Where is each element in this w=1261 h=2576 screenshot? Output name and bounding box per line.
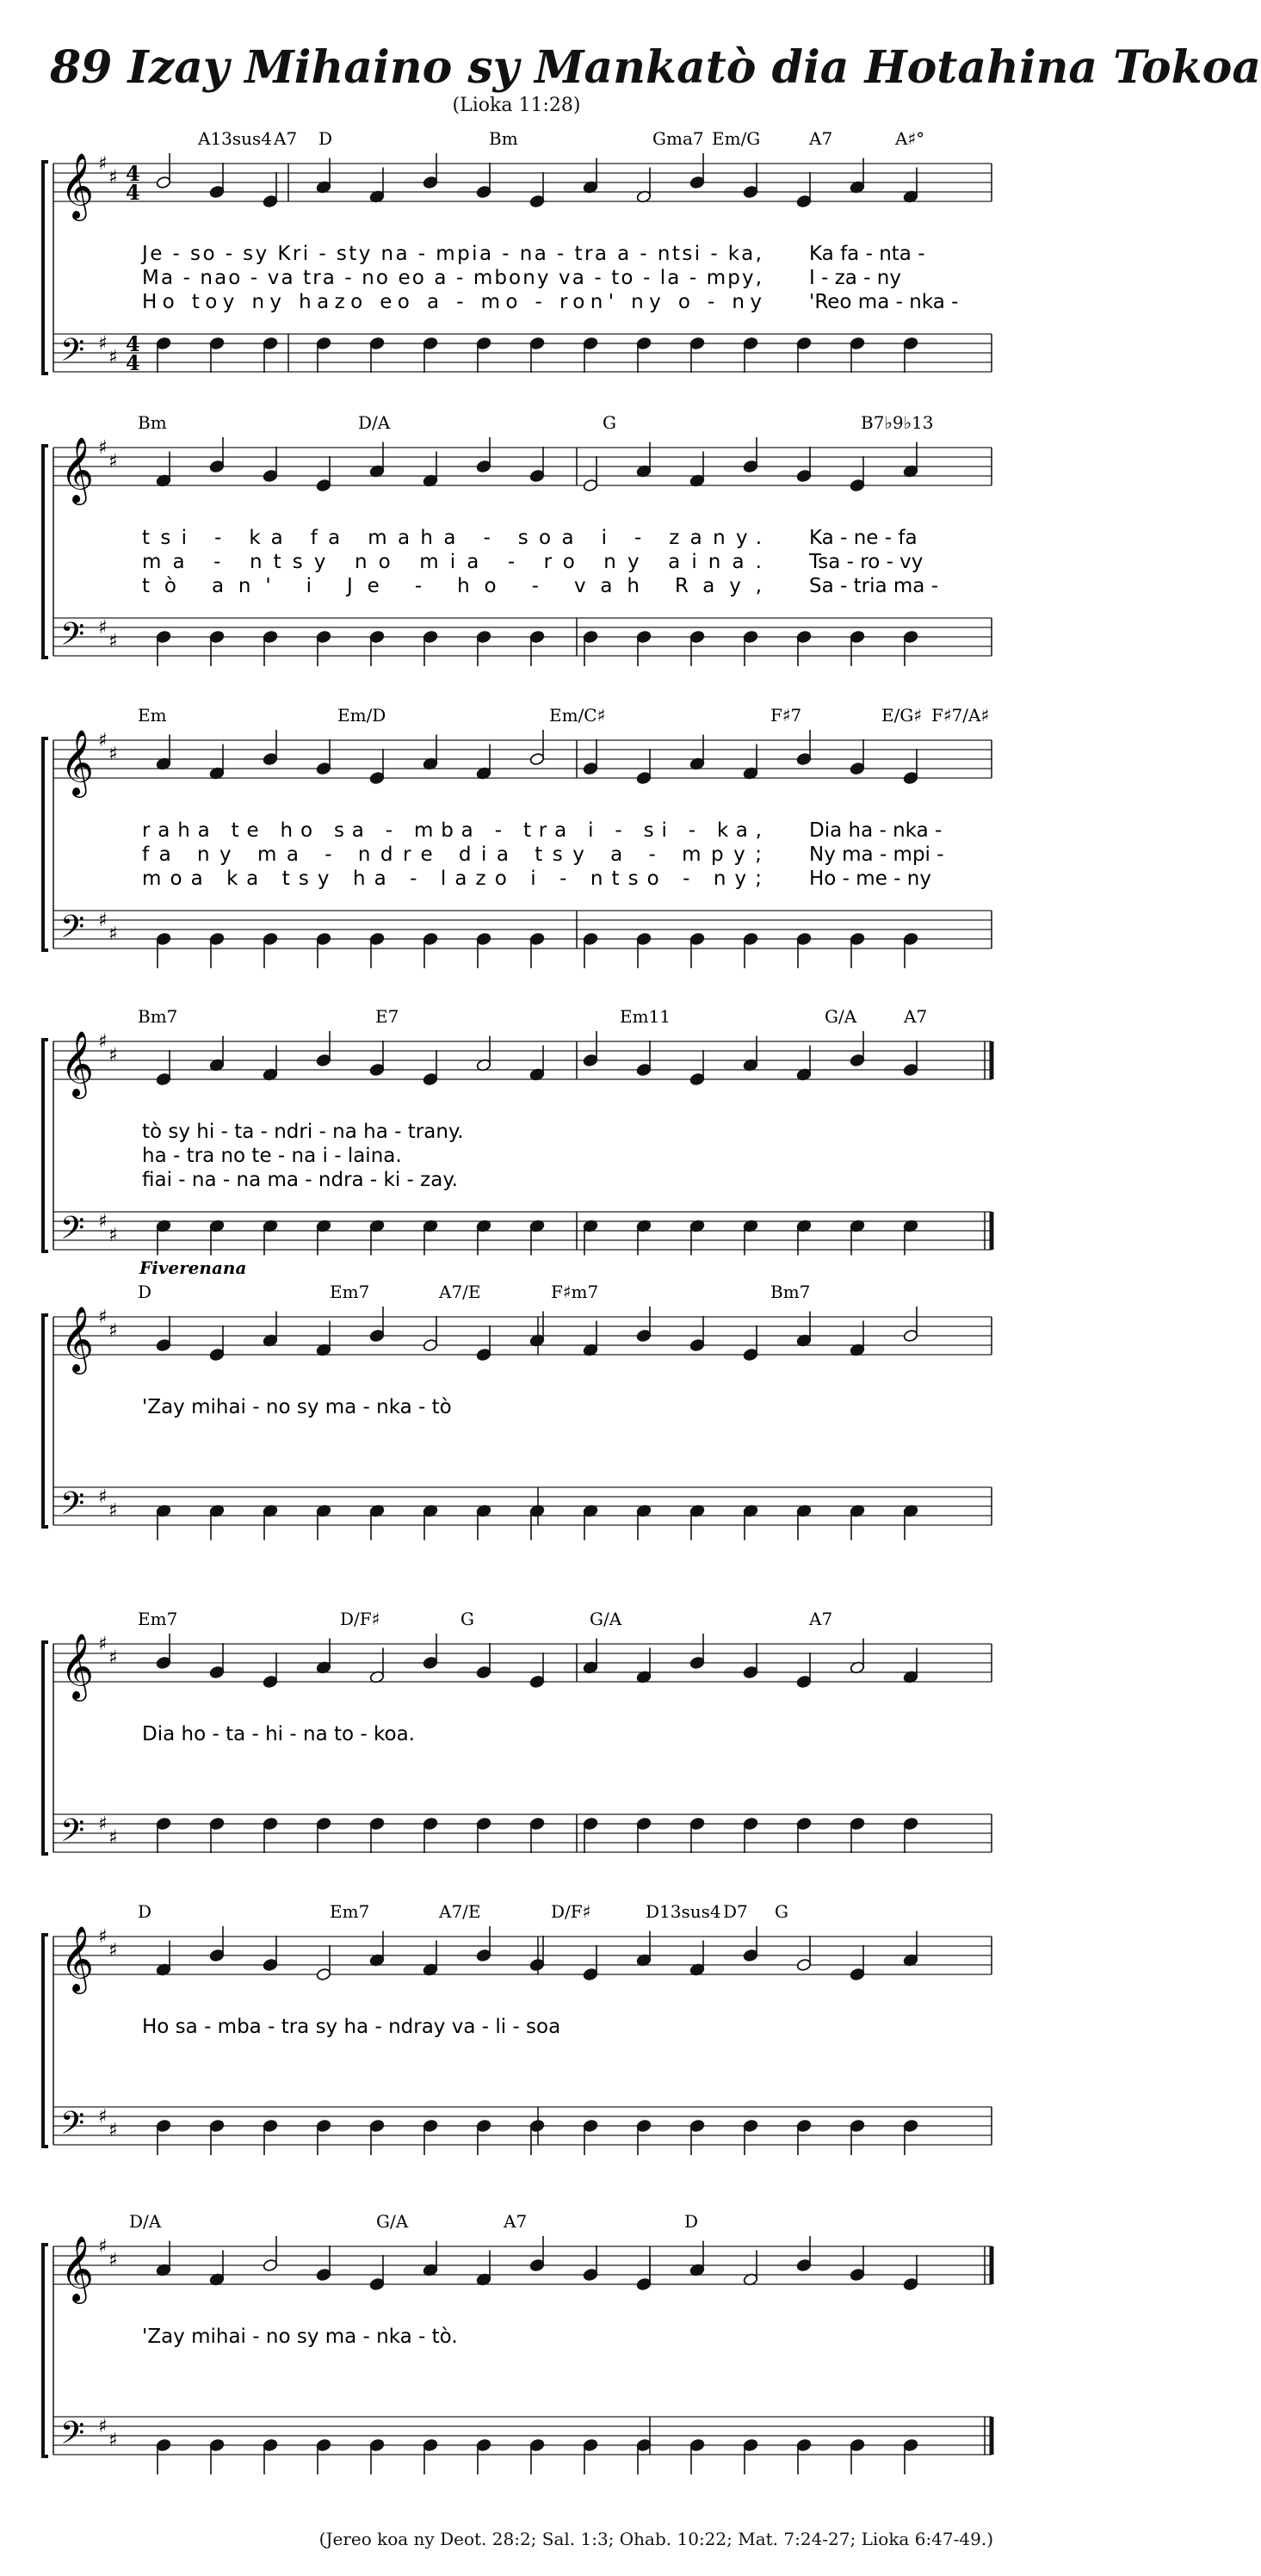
lyric-line: fiai - na - na ma - ndra - ki - zay. bbox=[142, 1169, 458, 1191]
lyric-line: tsi - ka fa maha - soa i - zany. bbox=[142, 527, 763, 549]
lyric-line: Je - so - sy Kri - sty na - mpia - na - tra a - ntsi - ka, bbox=[142, 243, 762, 265]
chord-symbol: G/A bbox=[825, 1006, 857, 1027]
chord-symbol: E/G♯ bbox=[881, 705, 922, 726]
lyric-line: fa ny ma - ndre dia tsy a - mpy; bbox=[142, 843, 762, 866]
sharp-icon: ♯ bbox=[98, 1486, 108, 1508]
treble-clef-icon: 𝄞 bbox=[60, 152, 95, 219]
song-name: Izay Mihaino sy Mankatò dia Hotahina Tokoa bbox=[127, 41, 1261, 94]
system-bracket bbox=[43, 446, 48, 658]
chord-symbol: Bm7 bbox=[138, 1006, 178, 1027]
chord-symbol: Em7 bbox=[138, 1609, 178, 1629]
chord-symbol: Em/C♯ bbox=[549, 705, 606, 726]
chord-symbol: F♯7/A♯ bbox=[931, 705, 990, 726]
lyric-line: 'Zay mihai - no sy ma - nka - tò bbox=[142, 1396, 452, 1418]
sharp-icon: ♯ bbox=[98, 1211, 108, 1232]
treble-clef-icon: 𝄞 bbox=[60, 729, 95, 795]
sharp-icon: ♯ bbox=[98, 437, 108, 459]
sharp-icon: ♯ bbox=[98, 333, 108, 355]
chord-symbol: F♯7 bbox=[770, 705, 802, 726]
sharp-icon: ♯ bbox=[98, 910, 108, 931]
bass-clef-icon: 𝄢 bbox=[60, 2415, 85, 2459]
chord-symbol: Bm bbox=[138, 412, 167, 433]
system-bracket bbox=[43, 1040, 48, 1251]
chord-symbol: G bbox=[775, 1901, 788, 1922]
lyric-line: Ho toy ny hazo eo a - mo - ron' ny o - ny bbox=[142, 291, 763, 313]
lyric-line: Ma - nao - va tra - no eo a - mbony va - to - la - mpy, bbox=[142, 267, 763, 289]
sharp-icon: ♯ bbox=[98, 2106, 108, 2128]
sharp-icon: ♯ bbox=[98, 1307, 108, 1328]
chord-symbol: A7 bbox=[274, 128, 298, 149]
lyric-pickup: Dia ha - nka - bbox=[809, 819, 943, 842]
time-signature: 4 bbox=[126, 161, 140, 186]
chord-symbol: G bbox=[603, 412, 616, 433]
treble-clef-icon: 𝄞 bbox=[60, 1306, 95, 1372]
chord-symbol: G/A bbox=[590, 1609, 622, 1629]
bass-clef-icon: 𝄢 bbox=[60, 1813, 85, 1856]
sharp-icon: ♯ bbox=[98, 730, 108, 751]
chord-symbol: A7/E bbox=[439, 1282, 481, 1302]
song-number: 89 bbox=[50, 41, 113, 94]
sharp-icon: ♯ bbox=[108, 2120, 118, 2141]
chord-symbol: A7 bbox=[809, 1609, 833, 1629]
lyric-line: raha te ho sa - mba - tra i - si - ka, bbox=[142, 819, 762, 842]
lyric-pickup: Ho - me - ny bbox=[809, 868, 931, 890]
chord-symbol: A13sus4 bbox=[198, 128, 273, 149]
chord-symbol: D13sus4 bbox=[646, 1901, 721, 1922]
chord-symbol: F♯m7 bbox=[551, 1282, 599, 1302]
sharp-icon: ♯ bbox=[108, 631, 118, 652]
bass-clef-icon: 𝄢 bbox=[60, 616, 85, 660]
chord-symbol: D7 bbox=[723, 1901, 748, 1922]
treble-clef-icon: 𝄞 bbox=[60, 2235, 95, 2301]
chord-symbol: D/F♯ bbox=[340, 1609, 380, 1629]
chord-symbol: Em/G bbox=[712, 128, 761, 149]
lyric-pickup: Sa - tria ma - bbox=[809, 575, 938, 597]
lyric-line: Dia ho - ta - hi - na to - koa. bbox=[142, 1723, 415, 1745]
chord-symbol: D/F♯ bbox=[551, 1901, 591, 1922]
sharp-icon: ♯ bbox=[108, 451, 118, 473]
sharp-icon: ♯ bbox=[108, 924, 118, 945]
chord-symbol: Em7 bbox=[330, 1901, 370, 1922]
sharp-icon: ♯ bbox=[108, 2250, 118, 2271]
sharp-icon: ♯ bbox=[98, 2236, 108, 2258]
chord-symbol: D/A bbox=[129, 2211, 162, 2232]
sharp-icon: ♯ bbox=[108, 347, 118, 368]
chord-symbol: Bm7 bbox=[770, 1282, 811, 1302]
chord-symbol: D/A bbox=[358, 412, 391, 433]
sharp-icon: ♯ bbox=[108, 167, 118, 188]
lyric-pickup: Ka - ne - fa bbox=[809, 527, 918, 549]
treble-clef-icon: 𝄞 bbox=[60, 1633, 95, 1699]
lyric-line: ma - ntsy no mia - ro ny aina. bbox=[142, 551, 762, 573]
sharp-icon: ♯ bbox=[98, 1634, 108, 1655]
time-signature: 4 bbox=[126, 180, 140, 205]
lyric-pickup: Ny ma - mpi - bbox=[809, 843, 944, 866]
lyric-pickup: Ka fa - nta - bbox=[809, 243, 925, 265]
system-bracket bbox=[43, 1315, 48, 1527]
sharp-icon: ♯ bbox=[108, 1827, 118, 1849]
sharp-icon: ♯ bbox=[108, 1940, 118, 1961]
chord-symbol: D bbox=[138, 1282, 152, 1302]
chord-symbol: A7 bbox=[809, 128, 833, 149]
chord-symbol: A7 bbox=[504, 2211, 528, 2232]
lyric-pickup: I - za - ny bbox=[809, 267, 901, 289]
lyric-line: tò an' i Je - ho - vah Ray, bbox=[142, 575, 763, 597]
chord-symbol: B7♭9♭13 bbox=[861, 412, 934, 433]
sharp-icon: ♯ bbox=[98, 1926, 108, 1948]
system-bracket bbox=[43, 738, 48, 950]
sharp-icon: ♯ bbox=[108, 1647, 118, 1669]
lyric-pickup: 'Reo ma - nka - bbox=[809, 291, 959, 313]
sharp-icon: ♯ bbox=[98, 153, 108, 175]
chord-symbol: A7/E bbox=[439, 1901, 481, 1922]
system-bracket bbox=[43, 1935, 48, 2147]
section-marker: Fiverenana bbox=[139, 1257, 247, 1278]
bass-clef-icon: 𝄢 bbox=[60, 1210, 85, 1254]
sharp-icon: ♯ bbox=[108, 1045, 118, 1066]
time-signature: 4 bbox=[126, 331, 140, 356]
lyric-pickup: Tsa - ro - vy bbox=[809, 551, 924, 573]
chord-symbol: Gma7 bbox=[652, 128, 704, 149]
chord-symbol: A7 bbox=[904, 1006, 928, 1027]
bass-clef-icon: 𝄢 bbox=[60, 332, 85, 376]
chord-symbol: Em/D bbox=[337, 705, 386, 726]
chord-symbol: Em7 bbox=[330, 1282, 370, 1302]
bass-clef-icon: 𝄢 bbox=[60, 909, 85, 953]
system-bracket bbox=[43, 162, 48, 374]
sharp-icon: ♯ bbox=[108, 1225, 118, 1246]
system-bracket bbox=[43, 2245, 48, 2456]
chord-symbol: G/A bbox=[376, 2211, 409, 2232]
lyric-line: ha - tra no te - na i - laina. bbox=[142, 1145, 402, 1167]
chord-symbol: A♯° bbox=[895, 128, 925, 149]
references-footer: (Jereo koa ny Deot. 28:2; Sal. 1:3; Ohab. 10:22; Mat. 7:24-27; Lioka 6:47-49.) bbox=[318, 2529, 993, 2549]
system-bracket bbox=[43, 1642, 48, 1854]
lyric-line: 'Zay mihai - no sy ma - nka - tò. bbox=[142, 2326, 458, 2348]
lyric-line: moa ka tsy ha - lazo i - ntso - ny; bbox=[142, 868, 762, 890]
time-signature: 4 bbox=[126, 350, 140, 375]
chord-symbol: Em11 bbox=[620, 1006, 671, 1027]
chord-symbol: Em bbox=[138, 705, 167, 726]
lyric-line: tò sy hi - ta - ndri - na ha - trany. bbox=[142, 1121, 464, 1143]
sharp-icon: ♯ bbox=[98, 617, 108, 639]
sharp-icon: ♯ bbox=[108, 2430, 118, 2451]
lyric-line: Ho sa - mba - tra sy ha - ndray va - li - soa bbox=[142, 2016, 561, 2038]
sharp-icon: ♯ bbox=[108, 744, 118, 765]
sharp-icon: ♯ bbox=[98, 1031, 108, 1053]
sharp-icon: ♯ bbox=[108, 1320, 118, 1342]
sharp-icon: ♯ bbox=[98, 2416, 108, 2437]
treble-clef-icon: 𝄞 bbox=[60, 1030, 95, 1096]
chord-symbol: G bbox=[461, 1609, 474, 1629]
chord-symbol: D bbox=[318, 128, 333, 149]
bass-clef-icon: 𝄢 bbox=[60, 1486, 85, 1529]
treble-clef-icon: 𝄞 bbox=[60, 1925, 95, 1992]
sharp-icon: ♯ bbox=[108, 1500, 118, 1522]
chord-symbol: E7 bbox=[375, 1006, 399, 1027]
treble-clef-icon: 𝄞 bbox=[60, 436, 95, 503]
chord-symbol: D bbox=[138, 1901, 152, 1922]
chord-symbol: D bbox=[684, 2211, 699, 2232]
bible-reference: (Lioka 11:28) bbox=[452, 95, 581, 116]
chord-symbol: Bm bbox=[489, 128, 518, 149]
sharp-icon: ♯ bbox=[98, 1813, 108, 1835]
bass-clef-icon: 𝄢 bbox=[60, 2105, 85, 2149]
